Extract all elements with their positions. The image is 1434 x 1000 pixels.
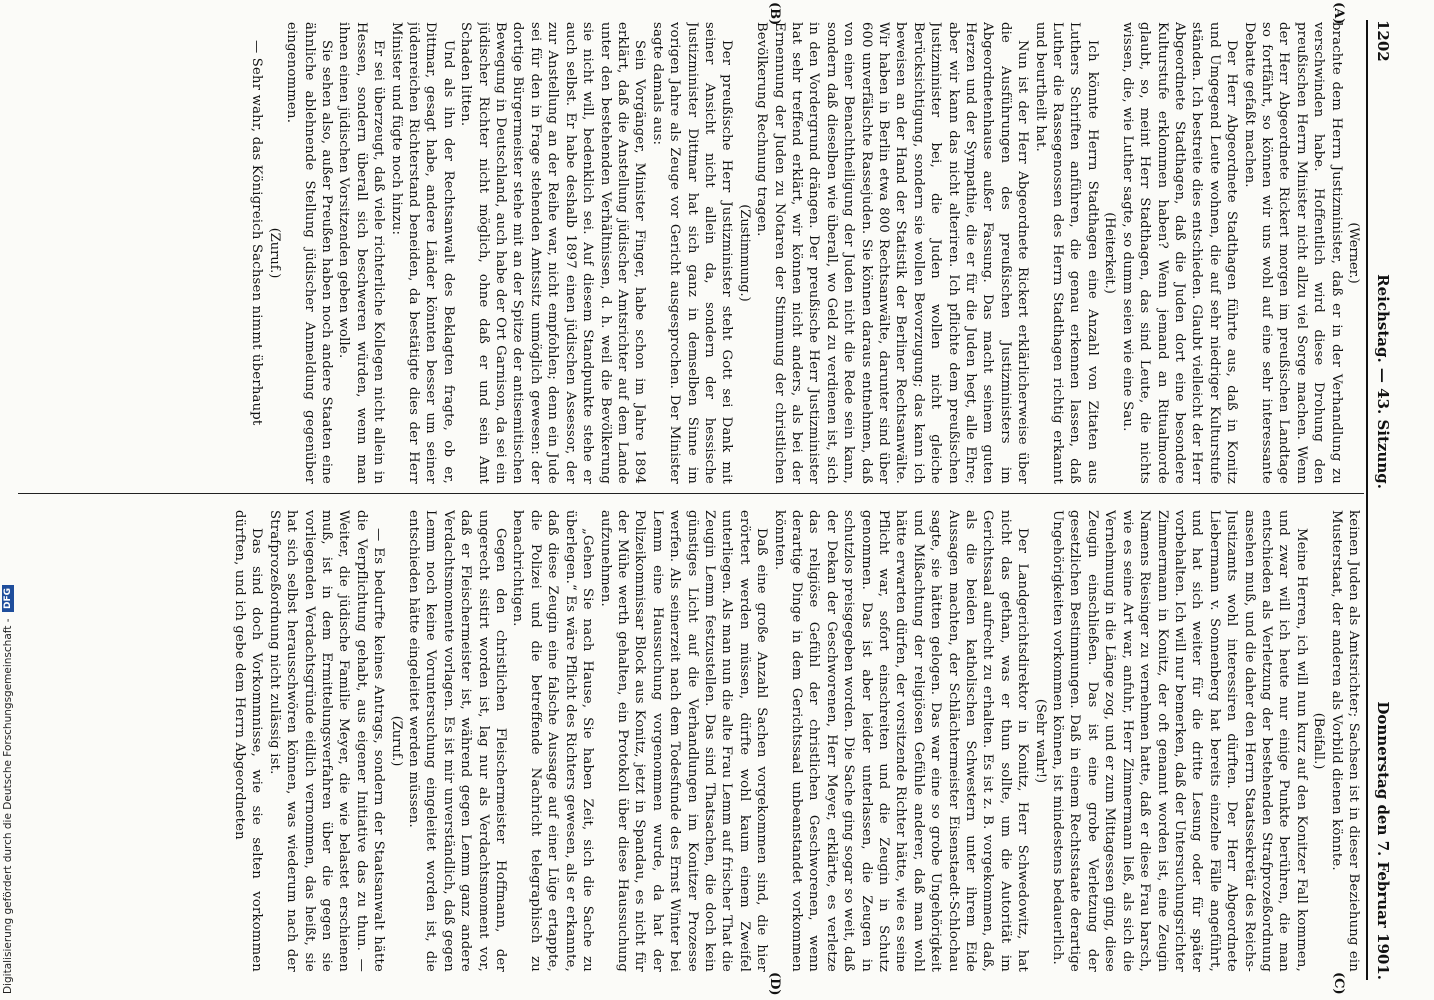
left-paragraph: Und als ihn der Rechtsanwalt des Beklagten fragte, ob er, Dittmar, gesagt habe, andere Länder könnten besser um seiner jüdenreichen Richterstand beneiden, da bestätigte dies der Herr Minister und fügte noch hinzu:: [388, 22, 456, 484]
right-paragraph: Daß eine große Anzahl Sachen vorgekommen sind, die hier erörtert werden müssen, dürfte wohl kaum einem Zweifel unterliegen. Als man nun die alte Frau Lemm auf frischer That die Zeugin Lemm festzustellen. Das sind Thatsachen, die doch kein günstiges Licht auf die Verhandlungen im Konitzer Prozesse werfen. Als seinerzeit nach dem Todesfunde des Ernst Winter bei Lemm eine Haussuchung vorgenommen wurde, da hat der Polizeikommissar Block aus Konitz, jetzt in Spandau, es nicht für der Mühe werth gehalten, ein Protokoll über diese Haussuchung aufzunehmen.: [597, 510, 770, 972]
margin-mark-c: (C): [1331, 972, 1346, 995]
left-paragraph: Der preußische Herr Justizminister steht Gott sei Dank mit seiner Ansicht nicht allein da, sondern der hessische Justizminister Dittmar hat sich ganz in demselben Sinne im vorigen Jahre als Zeuge vor Gericht ausgesprochen. Der Minister sagte damals aus:: [649, 22, 735, 484]
left-quote: Er sei überzeugt, daß viele richterliche Kollegen nicht allein in Hessen, sondern überall sich beschweren würden, wenn man ihnen einen jüdischen Vorsitzenden geben wolle.: [336, 22, 387, 484]
right-paragraph: „Gehen Sie nach Hause, Sie haben Zeit, sich die Sache zu überlegen.“ Es wäre Pflicht des Richters gewesen, als er erkannte, daß diese Zeugin eine falsche Aussage auf einer Lüge ertappte, die Polizei und die betreffende Nachricht telegraphisch zu benachrichtigen.: [510, 510, 596, 972]
right-paragraph: Meine Herren, ich will nun kurz auf den Konitzer Fall kommen, und zwar will ich heute nur einige Punkte berühren, die man entschieden als Verletzung der bestehenden Strafprozeßordnung ansehen muß, und die daher den Herrn Staatssekretär des Reichs-Justizamts wohl interessiren dürften. Der Herr Abgeordnete Liebermann v. Sonnenberg hat bereits einzelne Fälle angeführt, und hat sich weiter für die dritte Lesung oder für später vorbehalten. Ich will nur bemerken, daß der Untersuchungsrichter Zimmermann in Konitz, der oft genannt worden ist, eine Zeugin Namens Riesinger zu vernehmen hatte, daß er diese Frau barsch, wie es seine Art war, anfuhr, Herr Zimmermann ließ, als sich die Vernehmung in die Länge zog, und er zum Mittagessen ging, diese Zeugin einschließen. Das ist eine grobe Verletzung der gesetzlichen Bestimmungen. Daß in einem Rechtsstaate derartige Ungehörigkeiten vorkommen können, ist mindestens bedauerlich.: [1050, 510, 1309, 972]
right-interjection: (Zuruf.): [388, 715, 404, 767]
dfg-logo-icon: DFG: [2, 585, 14, 612]
header-date: Donnerstag den 7. Februar 1901.: [1374, 701, 1392, 980]
right-interjection: (Beifall.): [1311, 712, 1327, 770]
left-interjection: (Heiterkeit.): [1102, 212, 1118, 294]
margin-mark-b: (B): [767, 2, 782, 26]
right-paragraph: Der Landgerichtsdirektor in Konitz, Herr Schwedowitz, hat nicht das gethan, was er thun sollte, um die Autorität im Gerichtssaal aufrecht zu erhalten. Es ist z. B. vorgekommen, daß, als die beiden katholischen Schwestern unter ihrem Eide Aussagen machten, der Schlächtermeister Eisenstaedt-Schlochau sagte, sie hätten gelogen. Das war eine so grobe Ungehörigkeit und Mißachtung der religiösen Gefühle anderer, daß man wohl hätte erwarten dürfen, der vorsitzende Richter hätte, wie es seine Pflicht war, sofort einschreiten und die Zeugin in Schutz genommen. Das ist aber leider unterlassen, die Zeugen in schutzlos preisgegeben worden. Die Sache ging sogar so weit, daß der Dekan der Geschworenen, Herr Meyer, erklärte, es verletze das religiöse Gefühl der christlichen Geschworenen, wenn derartige Dinge in dem Gerichtssaal unbeanstandet vorkommen könnten.: [771, 510, 1031, 972]
header-session: Reichstag. — 43. Sitzung.: [1374, 274, 1392, 489]
speaker-label: (Werner.): [1346, 222, 1361, 284]
right-paragraph: Das sind doch Vorkommnisse, wie sie selten vorkommen dürften, und ich gebe dem Herrn Abgeordneten: [232, 510, 265, 972]
left-quote: Sein Vorgänger, Minister Finger, habe schon im Jahre 1894 erklärt, daß die Anstellung jüdischer Amtsrichter auf dem Lande unter den bestehenden Verhältnissen, d. h. weil die Bevölkerung sie nicht will, bedenklich sei. Auf diesem Standpunkte stehe er auch selbst. Er habe deshalb 1897 einen jüdischen Assessor, der zur Anstellung an der Reihe war, nicht empfohlen; denn ein Jude sei für den in Frage stehenden Amtssitz unmöglich gewesen: der dortige Bürgermeister stehe mit an der Spitze der antisemitischen Bewegung in Deutschland, auch habe der Ort Garnison, da sei ein jüdischer Richter nicht möglich, ohne daß er und sein Amt Schaden litten.: [458, 22, 648, 484]
margin-mark-d: (D): [767, 972, 782, 996]
digitization-note-text: Digitalisierung gefördert durch die Deutsche Forschungsgemeinschaft -: [2, 618, 14, 994]
left-column: [26, 22, 1362, 484]
page-number: 1202: [1374, 20, 1392, 62]
right-column: [26, 510, 1362, 972]
left-paragraph: Der Herr Abgeordnete Stadthagen führte aus, daß in Konitz und Umgegend Leute wohnen, die auf sehr niedriger Kulturstufe ständen. Ich bestreite dies entschieden. Glaubt vielleicht der Herr Abgeordnete Stadthagen, daß die Juden dort eine besondere Kulturstufe erklommen haben? Wenn jemand an Ritualmorde glaubt, so, meint Herr Stadthagen, das sind Leute, die nichts wissen, die, wie Luther sagte, so dumm seien wie eine Sau.: [1119, 22, 1240, 484]
left-paragraph: brachte dem Herrn Justizminister, daß er in der Verhandlung zu verschwinden habe. Hoffentlich wird diese Drohung den preußischen Herrn Minister nicht allzu viel Sorge machen. Wenn der Herr Abgeordnete Rickert morgen im preußischen Landtage so fortfährt, so können wir uns wohl auf eine sehr interessante Debatte gefaßt machen.: [1241, 22, 1344, 484]
page-header: [1366, 20, 1398, 980]
left-interjection: (Zuruf.): [266, 227, 282, 279]
left-paragraph: Ich könnte Herrn Stadthagen eine Anzahl von Zitaten aus Luthers Schriften anführen, die genau erkennen lassen, daß Luther die Rassegenossen des Herrn Stadthagen richtig erkannt und beurtheilt hat.: [1032, 22, 1100, 484]
right-paragraph: Gegen den christlichen Fleischermeister Hoffmann, der ungerecht sistirt worden ist, lag nur als Verdachtsmoment vor, daß er Fleischermeister ist, während gegen Lemm ganz andere Verdachtsmomente vorlagen. Es ist mir unverständlich, daß gegen Lemm noch keine Voruntersuchung eingeleitet worden ist, die entschieden hätte eingeleitet werden müssen.: [406, 510, 509, 972]
margin-mark-a: (A): [1331, 2, 1346, 25]
right-paragraph: keinen Juden als Amtsrichter; Sachsen ist in dieser Beziehung ein Musterstaat, der anderen als Vorbild dienen könnte.: [1328, 510, 1361, 972]
column-divider: [18, 493, 1364, 494]
newspaper-page: [4, 0, 1404, 1000]
left-interjection: (Zustimmung.): [736, 204, 752, 302]
right-interjection: (Sehr wahr!): [1032, 698, 1048, 784]
left-paragraph: — Sehr wahr, das Königreich Sachsen nimmt überhaupt: [249, 40, 265, 426]
left-paragraph: Sie sehen also, außer Preußen haben noch andere Staaten eine ähnliche ablehnende Stellung jüdischer Anmeldung gegenüber eingenommen.: [284, 22, 335, 484]
right-paragraph: — Es bedurfte keines Antrags, sondern der Staatsanwalt hätte die Verpflichtung gehabt, aus eigener Initiative das zu thun. — Weiter, die jüdische Familie Meyer, die wie belastet erschienen muß, ist in dem Ermittelungsverfahren über die gegen sie vorliegenden Verdachtsgründe eidlich vernommen, das heißt, sie hat sich selbst herausschwören können, was wiederum nach der Strafprozeßordnung nicht zulässig ist.: [266, 510, 387, 972]
left-paragraph: Nun ist der Herr Abgeordnete Rickert erklärlicherweise über die Ausführungen des preußischen Justizministers im Abgeordnetenhause außer Fassung. Das macht seinem guten Herzen und der Sympathie, die er für die Juden hegt, alle Ehre; aber wir kann das nicht alteriren. Ich pflichte dem preußischen Justizminister bei, die Juden wollen nicht gleiche Berücksichtigung, sondern sie wollen Bevorzugung; das kann ich beweisen an der Hand der Statistik der Berliner Rechtsanwälte. Wir haben in Berlin etwa 800 Rechtsanwälte, darunter sind über 600 unverfälschte Rassejuden. Sie können daraus entnehmen, daß von einer Benachtheiligung der Juden nicht die Rede sein kann, sondern daß dieselben wie überall, wo Geld zu verdienen ist, sich in den Vordergrund drängen. Der preußische Herr Justizminister hat sehr treffend erklärt, wir können nicht anders, als bei der Ernennung der Juden zu Notaren der Stimmung der christlichen Bevölkerung Rechnung tragen.: [754, 22, 1031, 484]
